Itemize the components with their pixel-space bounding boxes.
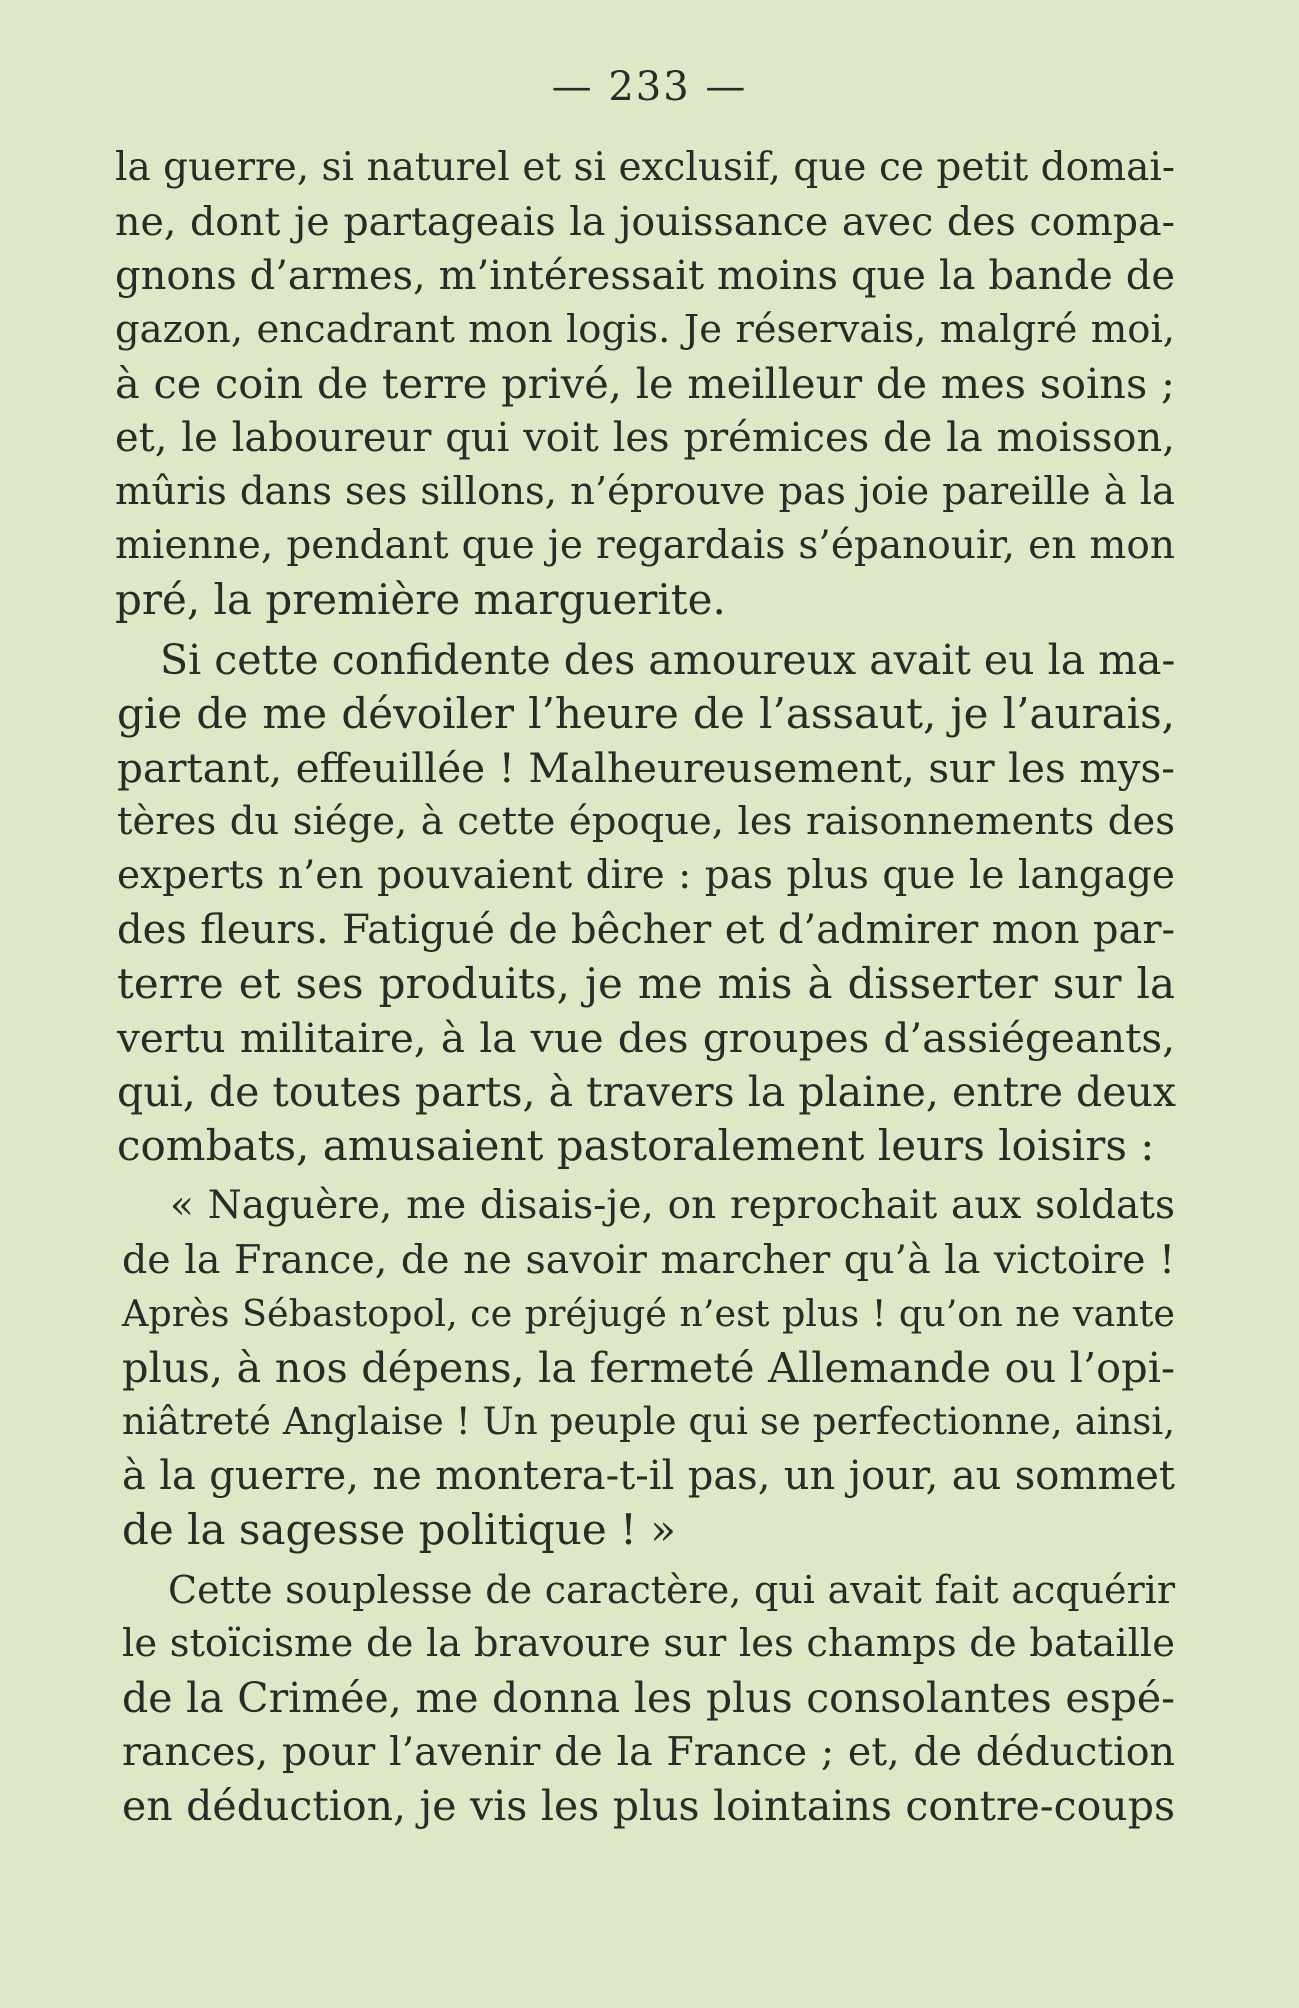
text-line: à ce coin de terre privé, le meilleur de mes soins ; bbox=[115, 359, 1175, 408]
text-line: et, le laboureur qui voit les prémices de la moisson, bbox=[115, 415, 1175, 461]
text-line: Après Sébastopol, ce préjugé n’est plus ! qu’on ne vante bbox=[122, 1292, 1175, 1335]
text-line: experts n’en pouvaient dire : pas plus que le langage bbox=[117, 853, 1175, 898]
text-line: ne, dont je partageais la jouissance avec des compa- bbox=[115, 199, 1175, 245]
text-line: la guerre, si naturel et si exclusif, que ce petit domai- bbox=[115, 145, 1175, 190]
text-line: gie de me dévoiler l’heure de l’assaut, je l’aurais, bbox=[117, 689, 1175, 738]
text-line: plus, à nos dépens, la fermeté Allemande ou l’opi- bbox=[122, 1343, 1175, 1392]
text-line: gazon, encadrant mon logis. Je réservais, malgré moi, bbox=[115, 307, 1175, 352]
text-line: des fleurs. Fatigué de bêcher et d’admirer mon par- bbox=[117, 907, 1175, 953]
text-line: tères du siége, à cette époque, les raisonnements des bbox=[117, 799, 1175, 844]
text-line: mûris dans ses sillons, n’éprouve pas joie pareille à la bbox=[115, 469, 1175, 514]
text-line: mienne, pendant que je regardais s’épanouir, en mon bbox=[115, 523, 1175, 568]
text-line: qui, de toutes parts, à travers la plaine, entre deux bbox=[117, 1068, 1177, 1116]
text-line: niâtreté Anglaise ! Un peuple qui se perfectionne, ainsi, bbox=[122, 1400, 1175, 1443]
text-line: Cette souplesse de caractère, qui avait fait acquérir bbox=[168, 1568, 1175, 1612]
text-line: Si cette confidente des amoureux avait eu la ma- bbox=[160, 636, 1176, 684]
text-line: terre et ses produits, je me mis à disserter sur la bbox=[117, 959, 1175, 1008]
text-line: vertu militaire, à la vue des groupes d’assiégeants, bbox=[117, 1014, 1175, 1062]
text-line: pré, la première marguerite. bbox=[115, 575, 726, 624]
text-line: en déduction, je vis les plus lointains contre-coups bbox=[122, 1782, 1175, 1830]
text-line: « Naguère, me disais-je, on reprochait aux soldats bbox=[170, 1183, 1175, 1228]
text-line: de la Crimée, me donna les plus consolantes espé- bbox=[122, 1674, 1175, 1722]
text-line: rances, pour l’avenir de la France ; et, de déduction bbox=[122, 1729, 1175, 1775]
text-line: de la sagesse politique ! » bbox=[122, 1505, 676, 1554]
text-line: partant, effeuillée ! Malheureusement, sur les mys- bbox=[117, 744, 1175, 792]
text-line: de la France, de ne savoir marcher qu’à la victoire ! bbox=[122, 1237, 1175, 1283]
text-line: le stoïcisme de la bravoure sur les champs de bataille bbox=[122, 1621, 1175, 1666]
text-line: gnons d’armes, m’intéressait moins que la bande de bbox=[115, 253, 1175, 299]
text-line: combats, amusaient pastoralement leurs loisirs : bbox=[117, 1121, 1155, 1170]
text-line: à la guerre, ne montera-t-il pas, un jour, au sommet bbox=[122, 1453, 1175, 1499]
page-number: — 233 — bbox=[551, 64, 748, 110]
